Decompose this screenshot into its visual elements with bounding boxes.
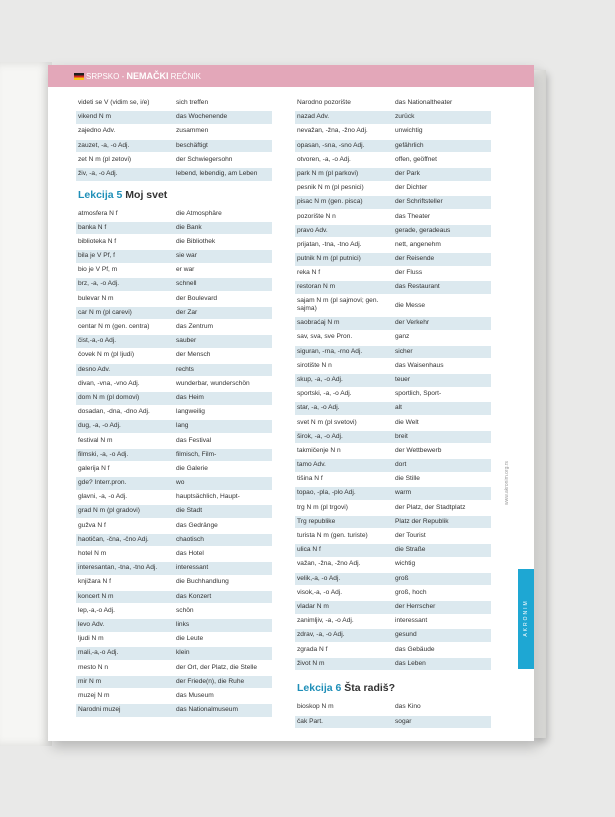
entry-row (295, 473, 491, 486)
serbian-term: putnik N m (pl putnici) (297, 255, 361, 263)
entry-row (295, 388, 491, 401)
entry-row (295, 459, 491, 472)
serbian-term: čist,-a,-o Adj. (78, 337, 117, 345)
serbian-term: sav, sva, sve Pron. (297, 333, 353, 341)
entry-row (295, 281, 491, 294)
german-term: zusammen (176, 127, 209, 135)
serbian-term: sirotište N n (297, 361, 332, 369)
serbian-term: život N m (297, 659, 325, 667)
entry-row (76, 111, 272, 124)
german-term: das Nationaltheater (395, 99, 453, 106)
serbian-term: siguran, -rna, -rno Adj. (297, 347, 363, 355)
serbian-term: prijatan, -tna, -tno Adj. (297, 240, 362, 248)
entry-row (76, 633, 272, 646)
entry-row (295, 331, 491, 344)
serbian-term: centar N m (gen. centra) (78, 323, 150, 331)
german-term: die Messe (395, 301, 426, 309)
entry-row (76, 491, 272, 504)
german-term: die Bank (176, 223, 202, 231)
entry-row (295, 701, 491, 714)
entry-row (76, 534, 272, 547)
entry-row (295, 402, 491, 415)
serbian-term: hotel N m (78, 550, 107, 558)
serbian-term: nevažan, -žna, -žno Adj. (297, 127, 368, 135)
serbian-term: muzej N m (78, 691, 110, 699)
serbian-term: koncert N m (78, 592, 114, 600)
german-term: der Friede(n), die Ruhe (176, 677, 245, 685)
entry-row (76, 222, 272, 235)
serbian-term: skup, -a, -o Adj. (297, 375, 343, 383)
serbian-term: živ, -a, -o Adj. (78, 169, 118, 177)
entry-row (295, 267, 491, 280)
left-top-entries (76, 97, 272, 181)
page-header (48, 65, 534, 87)
german-term: chaotisch (176, 535, 204, 543)
serbian-term: park N m (pl parkovi) (297, 169, 359, 177)
lekcija-5-heading (78, 189, 272, 201)
side-url: www.akronim.org.rs (504, 461, 510, 505)
serbian-term: lep,-a,-o Adj. (78, 606, 116, 614)
entry-row (295, 111, 491, 124)
entry-row (295, 587, 491, 600)
lekcija-number: Lekcija 5 (78, 188, 123, 201)
german-term: breit (395, 432, 408, 440)
german-term: sogar (395, 717, 412, 725)
german-term: das Nationalmuseum (176, 706, 238, 714)
german-term: das Zentrum (176, 323, 214, 331)
entry-row (295, 154, 491, 167)
german-term: beschäftigt (176, 141, 208, 149)
german-term: interessant (395, 617, 428, 625)
german-term: sauber (176, 337, 197, 345)
serbian-term: sportski, -a, -o Adj. (297, 390, 352, 398)
serbian-term: pozorište N n (297, 212, 336, 220)
entry-row (76, 392, 272, 405)
german-term: alt (395, 404, 402, 412)
entry-row (76, 505, 272, 518)
header-language: NEMAČKI (126, 71, 169, 81)
serbian-term: mali,-a,-o Adj. (78, 649, 119, 657)
entry-row (295, 211, 491, 224)
serbian-term: desno Adv. (78, 365, 111, 373)
german-term: gerade, geradeaus (395, 226, 451, 234)
entry-row (76, 168, 272, 181)
header-lang: SRPSKO (86, 72, 120, 81)
german-term: sicher (395, 347, 413, 355)
entry-row (76, 236, 272, 249)
german-term: der Zar (176, 308, 198, 316)
german-term: die Leute (176, 635, 204, 643)
german-term: der Mensch (176, 351, 211, 359)
entry-row (76, 278, 272, 291)
serbian-term: atmosfera N f (78, 209, 118, 217)
serbian-term: gužva N f (78, 521, 106, 529)
serbian-term: nazad Adv. (297, 113, 330, 121)
entry-row (76, 690, 272, 703)
serbian-term: zajedno Adv. (78, 127, 116, 135)
serbian-term: bio je V Pf, m (78, 266, 118, 274)
german-term: die Straße (395, 546, 426, 554)
entry-row (76, 335, 272, 348)
entry-row (76, 364, 272, 377)
lekcija-number: Lekcija 6 (297, 682, 342, 695)
serbian-term: zanimljiv, -a, -o Adj. (297, 617, 354, 625)
serbian-term: tamo Adv. (297, 461, 326, 469)
serbian-term: Narodno pozorište (297, 99, 351, 106)
entry-row (76, 562, 272, 575)
serbian-term: star, -a, -o Adj. (297, 404, 340, 412)
german-term: der Verkehr (395, 319, 430, 327)
entry-row (295, 196, 491, 209)
serbian-term: topao, -pla, -plo Adj. (297, 489, 356, 497)
entry-row (295, 360, 491, 373)
german-term: langweilig (176, 408, 205, 416)
serbian-term: biblioteka N f (78, 237, 117, 245)
german-term: hauptsächlich, Haupt- (176, 493, 240, 501)
entry-row (76, 463, 272, 476)
header-subtitle: REČNIK (168, 72, 201, 81)
serbian-term: mesto N n (78, 663, 109, 671)
german-term: die Bibliothek (176, 237, 216, 245)
entry-row (76, 307, 272, 320)
entry-row (76, 378, 272, 391)
german-term: der Schwiegersohn (176, 155, 233, 163)
entry-row (76, 250, 272, 263)
german-term: der Ort, der Platz, die Stelle (176, 663, 257, 671)
german-term: das Wochenende (176, 113, 228, 121)
entry-row (76, 520, 272, 533)
german-term: der Herrscher (395, 602, 436, 610)
serbian-term: levo Adv. (78, 620, 105, 628)
entry-row (295, 182, 491, 195)
entry-row (295, 629, 491, 642)
german-term: nett, angenehm (395, 240, 441, 248)
serbian-term: divan, -vna, -vno Adj. (78, 379, 140, 387)
side-tab-label: AKRONIM (523, 599, 529, 637)
entry-row (295, 716, 491, 729)
german-term: klein (176, 649, 190, 657)
right-after-entries (295, 701, 491, 728)
german-term: das Festival (176, 436, 212, 444)
serbian-term: velik,-a, -o Adj. (297, 574, 341, 582)
left-column (76, 97, 272, 718)
german-term: lebend, lebendig, am Leben (176, 169, 258, 177)
german-term: teuer (395, 375, 411, 383)
entry-row (76, 208, 272, 221)
serbian-term: dug, -a, -o Adj. (78, 422, 121, 430)
serbian-term: brz, -a, -o Adj. (78, 280, 120, 288)
serbian-term: turista N m (gen. turiste) (297, 532, 368, 540)
entry-row (295, 530, 491, 543)
german-term: sie war (176, 252, 197, 260)
german-term: wunderbar, wunderschön (176, 379, 250, 387)
serbian-term: ljudi N m (78, 635, 104, 643)
entry-row (295, 239, 491, 252)
serbian-term: pravo Adv. (297, 226, 328, 234)
entry-row (295, 431, 491, 444)
serbian-term: svet N m (pl svetovi) (297, 418, 357, 426)
entry-row (295, 296, 491, 316)
entry-row (76, 420, 272, 433)
serbian-term: čovek N m (pl ljudi) (78, 351, 135, 359)
german-term: die Atmosphäre (176, 209, 222, 217)
german-term: die Welt (395, 418, 419, 426)
german-term: der Reisende (395, 255, 435, 263)
german-term: der Schriftsteller (395, 198, 443, 206)
entry-row (76, 406, 272, 419)
german-term: die Stadt (176, 507, 203, 515)
serbian-term: festival N m (78, 436, 113, 444)
german-term: groß, hoch (395, 588, 427, 596)
serbian-term: videti se V (vidim se, i/e) (78, 99, 150, 106)
dictionary-page (48, 65, 534, 741)
entry-row (76, 264, 272, 277)
german-term: das Heim (176, 393, 204, 401)
german-term: offen, geöffnet (395, 155, 437, 163)
serbian-term: dosadan, -dna, -dno Adj. (78, 408, 150, 416)
serbian-term: car N m (pl carevi) (78, 308, 132, 316)
serbian-term: glavni, -a, -o Adj. (78, 493, 128, 501)
german-term: dort (395, 461, 407, 469)
entry-row (295, 573, 491, 586)
german-term: die Stille (395, 475, 420, 483)
german-term: das Hotel (176, 550, 204, 558)
serbian-term: knjižara N f (78, 578, 111, 586)
entry-row (295, 346, 491, 359)
entry-row (76, 676, 272, 689)
entry-row (295, 317, 491, 330)
serbian-term: dom N m (pl domovi) (78, 393, 140, 401)
page-edges (534, 70, 546, 738)
entry-row (295, 97, 491, 110)
german-term: sich treffen (176, 99, 209, 106)
entry-row (76, 293, 272, 306)
entry-row (76, 477, 272, 490)
serbian-term: zauzet, -a, -o Adj. (78, 141, 130, 149)
german-term: der Park (395, 169, 420, 177)
serbian-term: ulica N f (297, 546, 321, 554)
german-term: das Museum (176, 691, 214, 699)
german-term: das Konzert (176, 592, 212, 600)
german-term: das Theater (395, 212, 431, 220)
serbian-term: zet N m (pl zetovi) (78, 155, 132, 163)
serbian-term: tišina N f (297, 475, 323, 483)
entry-row (295, 417, 491, 430)
entry-row (295, 658, 491, 671)
serbian-term: gde? Interr.pron. (78, 479, 127, 487)
german-term: unwichtig (395, 127, 423, 135)
german-term: schön (176, 606, 194, 614)
german-term: er war (176, 266, 195, 274)
entry-row (76, 140, 272, 153)
right-entries (295, 97, 491, 670)
german-term: sportlich, Sport- (395, 390, 442, 398)
entry-row (76, 605, 272, 618)
serbian-term: pisac N m (gen. pisca) (297, 198, 363, 206)
serbian-term: filmski, -a, -o Adj. (78, 450, 129, 458)
serbian-term: galerija N f (78, 464, 110, 472)
serbian-term: važan, -žna, -žno Adj. (297, 560, 361, 568)
entry-row (295, 374, 491, 387)
german-term: das Waisenhaus (395, 361, 444, 369)
entry-row (76, 704, 272, 717)
header-separator: - (119, 72, 127, 81)
entry-row (295, 544, 491, 557)
entry-row (295, 644, 491, 657)
serbian-term: bioskop N m (297, 703, 334, 711)
german-term: das Gedränge (176, 521, 218, 529)
entry-row (76, 662, 272, 675)
entry-row (76, 449, 272, 462)
right-column (295, 97, 491, 730)
entry-row (295, 125, 491, 138)
serbian-term: mir N m (78, 677, 102, 685)
serbian-term: opasan, -sna, -sno Adj. (297, 141, 365, 149)
entry-row (295, 253, 491, 266)
german-term: die Galerie (176, 464, 208, 472)
serbian-term: bulevar N m (78, 294, 114, 302)
entry-row (76, 97, 272, 110)
entry-row (76, 591, 272, 604)
german-term: schnell (176, 280, 197, 288)
facing-page (0, 62, 52, 746)
entry-row (76, 548, 272, 561)
serbian-term: interesantan, -tna, -tno Adj. (78, 564, 158, 572)
entry-row (295, 516, 491, 529)
serbian-term: zdrav, -a, -o Adj. (297, 631, 345, 639)
german-term: gefährlich (395, 141, 424, 149)
german-term: rechts (176, 365, 194, 373)
entry-row (76, 619, 272, 632)
lekcija-title: Šta radiš? (341, 682, 396, 695)
german-term: filmisch, Film- (176, 450, 217, 458)
entry-row (295, 225, 491, 238)
german-term: ganz (395, 333, 410, 341)
german-term: zurück (395, 113, 415, 121)
entry-row (76, 576, 272, 589)
entry-row (76, 321, 272, 334)
german-term: der Dichter (395, 184, 428, 192)
header-title (86, 71, 201, 81)
serbian-term: grad N m (pl gradovi) (78, 507, 140, 515)
serbian-term: saobraćaj N m (297, 319, 340, 327)
german-term: der Tourist (395, 532, 426, 540)
serbian-term: haotičan, -čna, -čno Adj. (78, 535, 149, 543)
german-term: lang (176, 422, 189, 430)
serbian-term: vikend N m (78, 113, 111, 121)
german-flag-icon (74, 73, 84, 80)
entry-row (76, 125, 272, 138)
entry-row (295, 140, 491, 153)
serbian-term: Narodni muzej (78, 706, 121, 714)
entry-row (76, 154, 272, 167)
side-tab (518, 569, 534, 669)
german-term: wichtig (395, 560, 416, 568)
german-term: links (176, 620, 190, 628)
left-entries (76, 208, 272, 717)
german-term: gesund (395, 631, 417, 639)
serbian-term: bila je V Pf, f (78, 252, 116, 260)
serbian-term: širok, -a, -o Adj. (297, 432, 343, 440)
german-term: die Buchhandlung (176, 578, 229, 586)
german-term: das Restaurant (395, 283, 440, 291)
entry-row (295, 615, 491, 628)
german-term: der Wettbewerb (395, 446, 442, 454)
serbian-term: reka N f (297, 269, 321, 277)
german-term: das Leben (395, 659, 426, 667)
german-term: wo (176, 479, 185, 487)
german-term: Platz der Republik (395, 517, 449, 525)
entry-row (295, 601, 491, 614)
serbian-term: banka N f (78, 223, 107, 231)
serbian-term: pesnik N m (pl pesnici) (297, 184, 364, 192)
lekcija-title: Moj svet (122, 188, 168, 201)
german-term: warm (395, 489, 412, 497)
entry-row (295, 558, 491, 571)
german-term: groß (395, 574, 409, 582)
german-term: das Kino (395, 703, 421, 711)
serbian-term: čak Part. (297, 717, 324, 725)
entry-row (295, 168, 491, 181)
entry-row (295, 445, 491, 458)
german-term: der Fluss (395, 269, 423, 277)
german-term: das Gebäude (395, 645, 435, 653)
entry-row (295, 487, 491, 500)
german-term: der Boulevard (176, 294, 218, 302)
serbian-term: takmičenje N n (297, 446, 341, 454)
serbian-term: sajam N m (pl sajmovi; gen. sajma) (297, 296, 379, 312)
serbian-term: restoran N m (297, 283, 336, 291)
serbian-term: otvoren, -a, -o Adj. (297, 155, 351, 163)
serbian-term: visok,-a, -o Adj. (297, 588, 343, 596)
entry-row (295, 502, 491, 515)
entry-row (76, 349, 272, 362)
entry-row (76, 435, 272, 448)
serbian-term: trg N m (pl trgovi) (297, 503, 348, 511)
serbian-term: zgrada N f (297, 645, 328, 653)
german-term: der Platz, der Stadtplatz (395, 503, 466, 511)
lekcija-6-heading (297, 682, 491, 694)
serbian-term: vladar N m (297, 602, 329, 610)
serbian-term: Trg republike (297, 517, 336, 525)
german-term: interessant (176, 564, 209, 572)
entry-row (76, 647, 272, 660)
